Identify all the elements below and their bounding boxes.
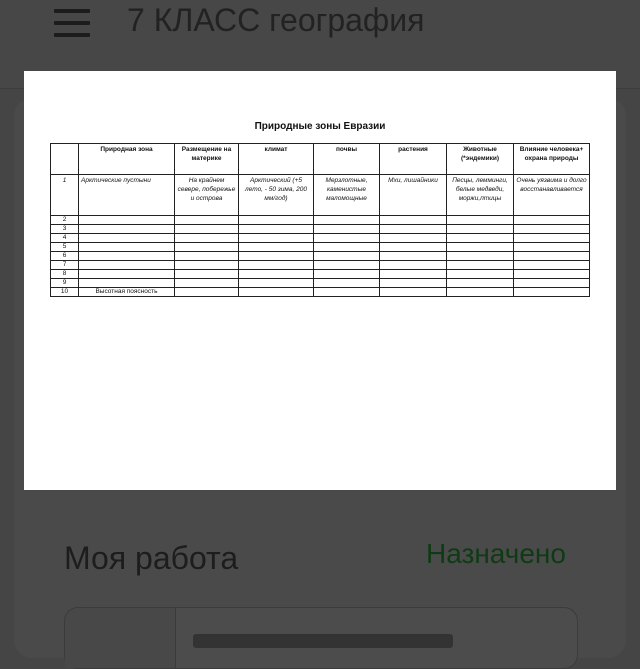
row-number: 9 [51,279,79,288]
table-row [51,225,590,234]
animals-cell: Песцы, лемминги, белые медведи, моржи,птицы [447,175,514,216]
row-number: 2 [51,216,79,225]
column-header: растения [380,144,447,175]
row-number: 4 [51,234,79,243]
row-number: 6 [51,252,79,261]
zone-cell: Высотная поясность [79,288,175,297]
attachment-thumbnail [65,608,176,668]
zones-table [50,143,590,297]
location-cell: На крайнем севере, побережье и острова [175,175,239,216]
status-label: Назначено [426,538,566,569]
column-header: Животные (*эндемики) [447,144,514,175]
column-header: Влияние человека+ охрана природы [514,144,590,175]
column-header: Размещение на материке [175,144,239,175]
zone-cell: Арктические пустыни [79,175,175,216]
menu-icon[interactable] [54,9,90,37]
table-row [51,175,590,216]
table-row [51,261,590,270]
column-header: почвы [314,144,380,175]
table-row [51,234,590,243]
document-preview[interactable] [24,71,616,490]
class-title: 7 КЛАСС география [127,2,425,38]
column-header [51,144,79,175]
table-row [51,279,590,288]
table-row [51,288,590,297]
my-work-heading: Моя работа [64,540,239,576]
row-number: 3 [51,225,79,234]
table-header-row [51,144,590,175]
impact-cell: Очень уязвима и долго восстанавливается [514,175,590,216]
row-number: 1 [51,175,79,216]
climate-cell: Арктический (+5 лето, - 50 зима, 200 мм/год) [239,175,314,216]
row-number: 8 [51,270,79,279]
attachment-card[interactable] [64,607,578,669]
column-header: климат [239,144,314,175]
table-row [51,243,590,252]
row-number: 5 [51,243,79,252]
table-row [51,252,590,261]
row-number: 7 [51,261,79,270]
soils-cell: Мерзлотные, каменистые маломощные [314,175,380,216]
table-row [51,216,590,225]
table-row [51,270,590,279]
column-header: Природная зона [79,144,175,175]
document-title: Природные зоны Евразии [254,121,386,132]
row-number: 10 [51,288,79,297]
attachment-name-placeholder [193,634,453,648]
plants-cell: Мхи, лишайники [380,175,447,216]
